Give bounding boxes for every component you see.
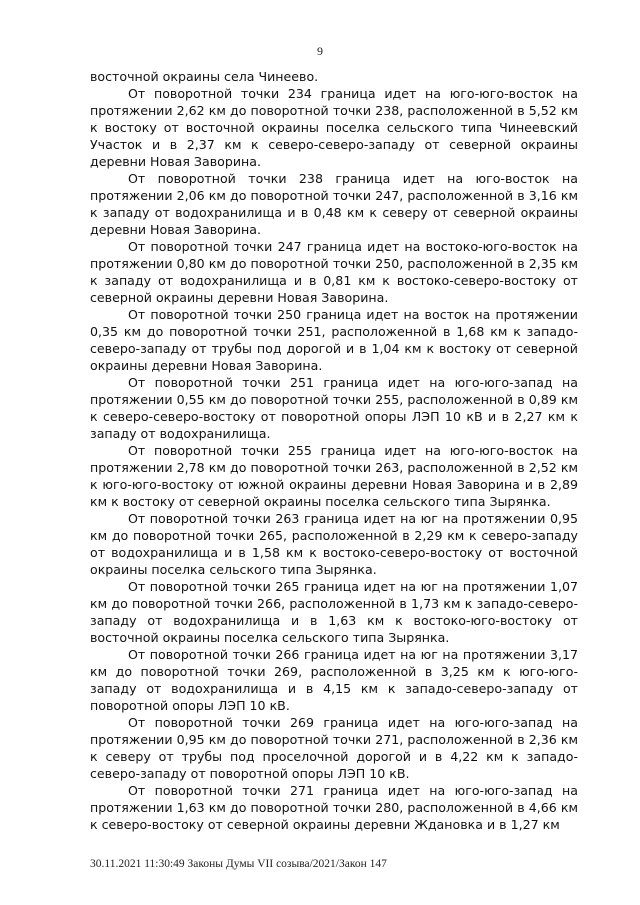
document-footer: 30.11.2021 11:30:49 Законы Думы VII созыва/2021/Закон 147 — [90, 858, 387, 870]
paragraph: От поворотной точки 271 граница идет на юго-юго-запад на протяжении 1,63 км до поворотной точки 280, расположенной в 4,66 км к северо-востоку от северной окраины деревни Ждановка и в 1,27 км — [90, 783, 578, 832]
paragraph: От поворотной точки 251 граница идет на юго-юго-запад на протяжении 0,55 км до поворотной точки 255, расположенной в 0,89 км к северо-северо-востоку от поворотной опоры ЛЭП 10 кВ и в 2,27 км к западу от водохранилища. — [90, 375, 578, 441]
paragraph: восточной окраины села Чинеево. — [90, 69, 319, 84]
paragraph: От поворотной точки 234 граница идет на юго-юго-восток на протяжении 2,62 км до поворотной точки 238, расположенной в 5,52 км к востоку от восточной окраины поселка сельского типа Чинеевский Участок и в 2,37 км к северо-северо-западу от северной окраины деревни Новая Заворина. — [90, 86, 578, 169]
paragraph: От поворотной точки 265 граница идет на юг на протяжении 1,07 км до поворотной точки 266, расположенной в 1,73 км к западо-северо-западу от водохранилища и в 1,63 км к востоко-юго-востоку от восточной окраины поселка сельского типа Зырянка. — [90, 579, 578, 645]
document-body — [90, 68, 578, 833]
paragraph: От поворотной точки 255 граница идет на юго-юго-восток на протяжении 2,78 км до поворотной точки 263, расположенной в 2,52 км к юго-юго-востоку от южной окраины деревни Новая Заворина и в 2,89 км к востоку от северной окраины поселка сельского типа Зырянка. — [90, 443, 578, 509]
paragraph: От поворотной точки 247 граница идет на востоко-юго-восток на протяжении 0,80 км до поворотной точки 250, расположенной в 2,35 км к западу от водохранилища и в 0,81 км к востоко-северо-востоку от северной окраины деревни Новая Заворина. — [90, 239, 578, 305]
paragraph: От поворотной точки 238 граница идет на юго-восток на протяжении 2,06 км до поворотной точки 247, расположенной в 3,16 км к западу от водохранилища и в 0,48 км к северу от северной окраины деревни Новая Заворина. — [90, 171, 578, 237]
paragraph: От поворотной точки 250 граница идет на восток на протяжении 0,35 км до поворотной точки 251, расположенной в 1,68 км к западо-северо-западу от трубы под дорогой и в 1,04 км к востоку от северной окраины деревни Новая Заворина. — [90, 307, 578, 373]
paragraph: От поворотной точки 263 граница идет на юг на протяжении 0,95 км до поворотной точки 265, расположенной в 2,29 км к северо-западу от водохранилища и в 1,58 км к востоко-северо-востоку от восточной окраины поселка сельского типа Зырянка. — [90, 511, 578, 577]
paragraph: От поворотной точки 269 граница идет на юго-юго-запад на протяжении 0,95 км до поворотной точки 271, расположенной в 2,36 км к северу от трубы под проселочной дорогой и в 4,22 км к западо-северо-западу от поворотной опоры ЛЭП 10 кВ. — [90, 715, 578, 781]
paragraph: От поворотной точки 266 граница идет на юг на протяжении 3,17 км до поворотной точки 269, расположенной в 3,25 км к юго-юго-западу от водохранилища и в 4,15 км к западо-северо-западу от поворотной опоры ЛЭП 10 кВ. — [90, 647, 578, 713]
page-number: 9 — [317, 44, 323, 58]
